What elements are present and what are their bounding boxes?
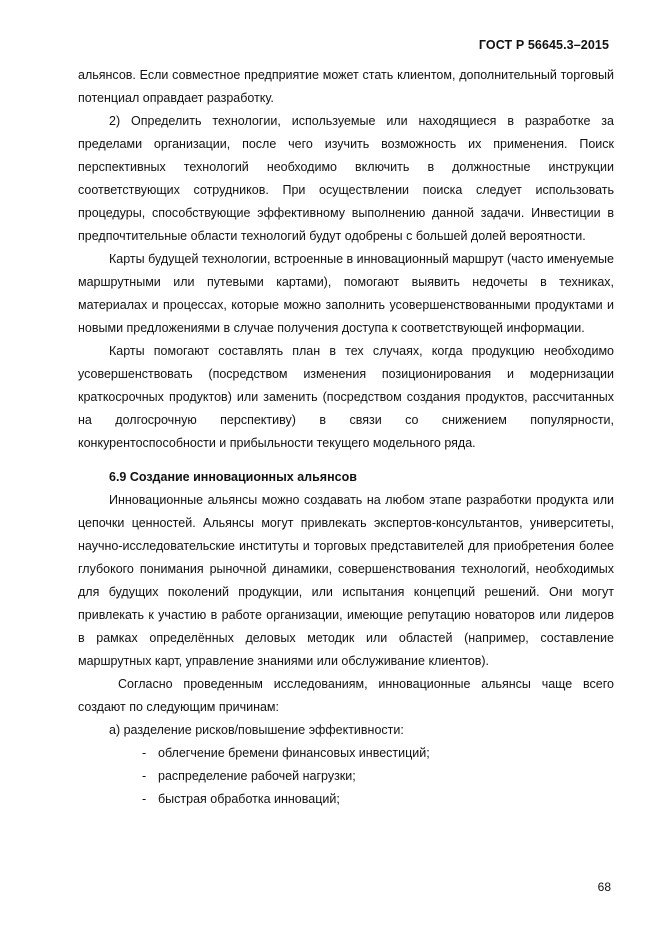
page-number: 68 [597, 880, 611, 894]
document-code-header: ГОСТ Р 56645.3–2015 [478, 38, 609, 52]
paragraph-technology-maps: Карты будущей технологии, встроенные в инновационный маршрут (часто именуемые маршрутными или путевыми картами), помогают выявить недочеты в техниках, материалах и процессах, которые можно заполнить усовершенствованными продуктами и новыми предложениями в случае получения доступа к соответствующей информации. [78, 252, 614, 335]
list-item [78, 742, 614, 765]
list-item [78, 765, 614, 788]
dash-marker: - [142, 769, 147, 783]
paragraph-continuation: альянсов. Если совместное предприятие может стать клиентом, дополнительный торговый потенциал оправдает разработку. [78, 68, 614, 105]
paragraph-innovation-alliances: Инновационные альянсы можно создавать на любом этапе разработки продукта или цепочки ценностей. Альянсы могут привлекать экспертов-консультантов, университеты, научно-исследовательские институты и торговых представителей для приобретения более глубокого понимания рыночной динамики, совершенствования технологий, необходимых для будущих поколений продукции, или испытания концепций решений. Они могут привлекать к участию в работе организации, имеющие репутацию новаторов или лидеров в рамках определённых деловых методик или областей (например, составление маршрутных карт, управление знаниями или обслуживание клиентов). [78, 493, 614, 668]
paragraph-reasons-intro: Согласно проведенным исследованиям, инновационные альянсы чаще всего создают по следующим причинам: [78, 677, 614, 714]
dash-marker: - [142, 792, 147, 806]
bullet-text: быстрая обработка инноваций; [158, 792, 340, 806]
bullet-text: распределение рабочей нагрузки; [158, 769, 356, 783]
section-heading: 6.9 Создание инновационных альянсов [109, 470, 357, 484]
dash-marker: - [142, 746, 147, 760]
list-item [78, 788, 614, 811]
bullet-text: облегчение бремени финансовых инвестиций; [158, 746, 430, 760]
list-item-a: а) разделение рисков/повышение эффективности: [109, 723, 404, 737]
paragraph-maps-planning: Карты помогают составлять план в тех случаях, когда продукцию необходимо усовершенствовать (посредством изменения позиционирования и модернизации краткосрочных продуктов) или заменить (посредством создания продуктов, рассчитанных на долгосрочную перспективу) в связи со снижением популярности, конкурентоспособности и прибыльности текущего модельного ряда. [78, 344, 614, 450]
paragraph-technologies: 2) Определить технологии, используемые или находящиеся в разработке за пределами организации, после чего изучить возможность их применения. Поиск перспективных технологий необходимо включить в должностные инструкции соответствующих сотрудников. При осуществлении поиска следует использовать процедуры, способствующие эффективному выполнению данной задачи. Инвестиции в предпочтительные области технологий будут одобрены с большей долей вероятности. [78, 114, 614, 243]
page-body [78, 64, 614, 811]
